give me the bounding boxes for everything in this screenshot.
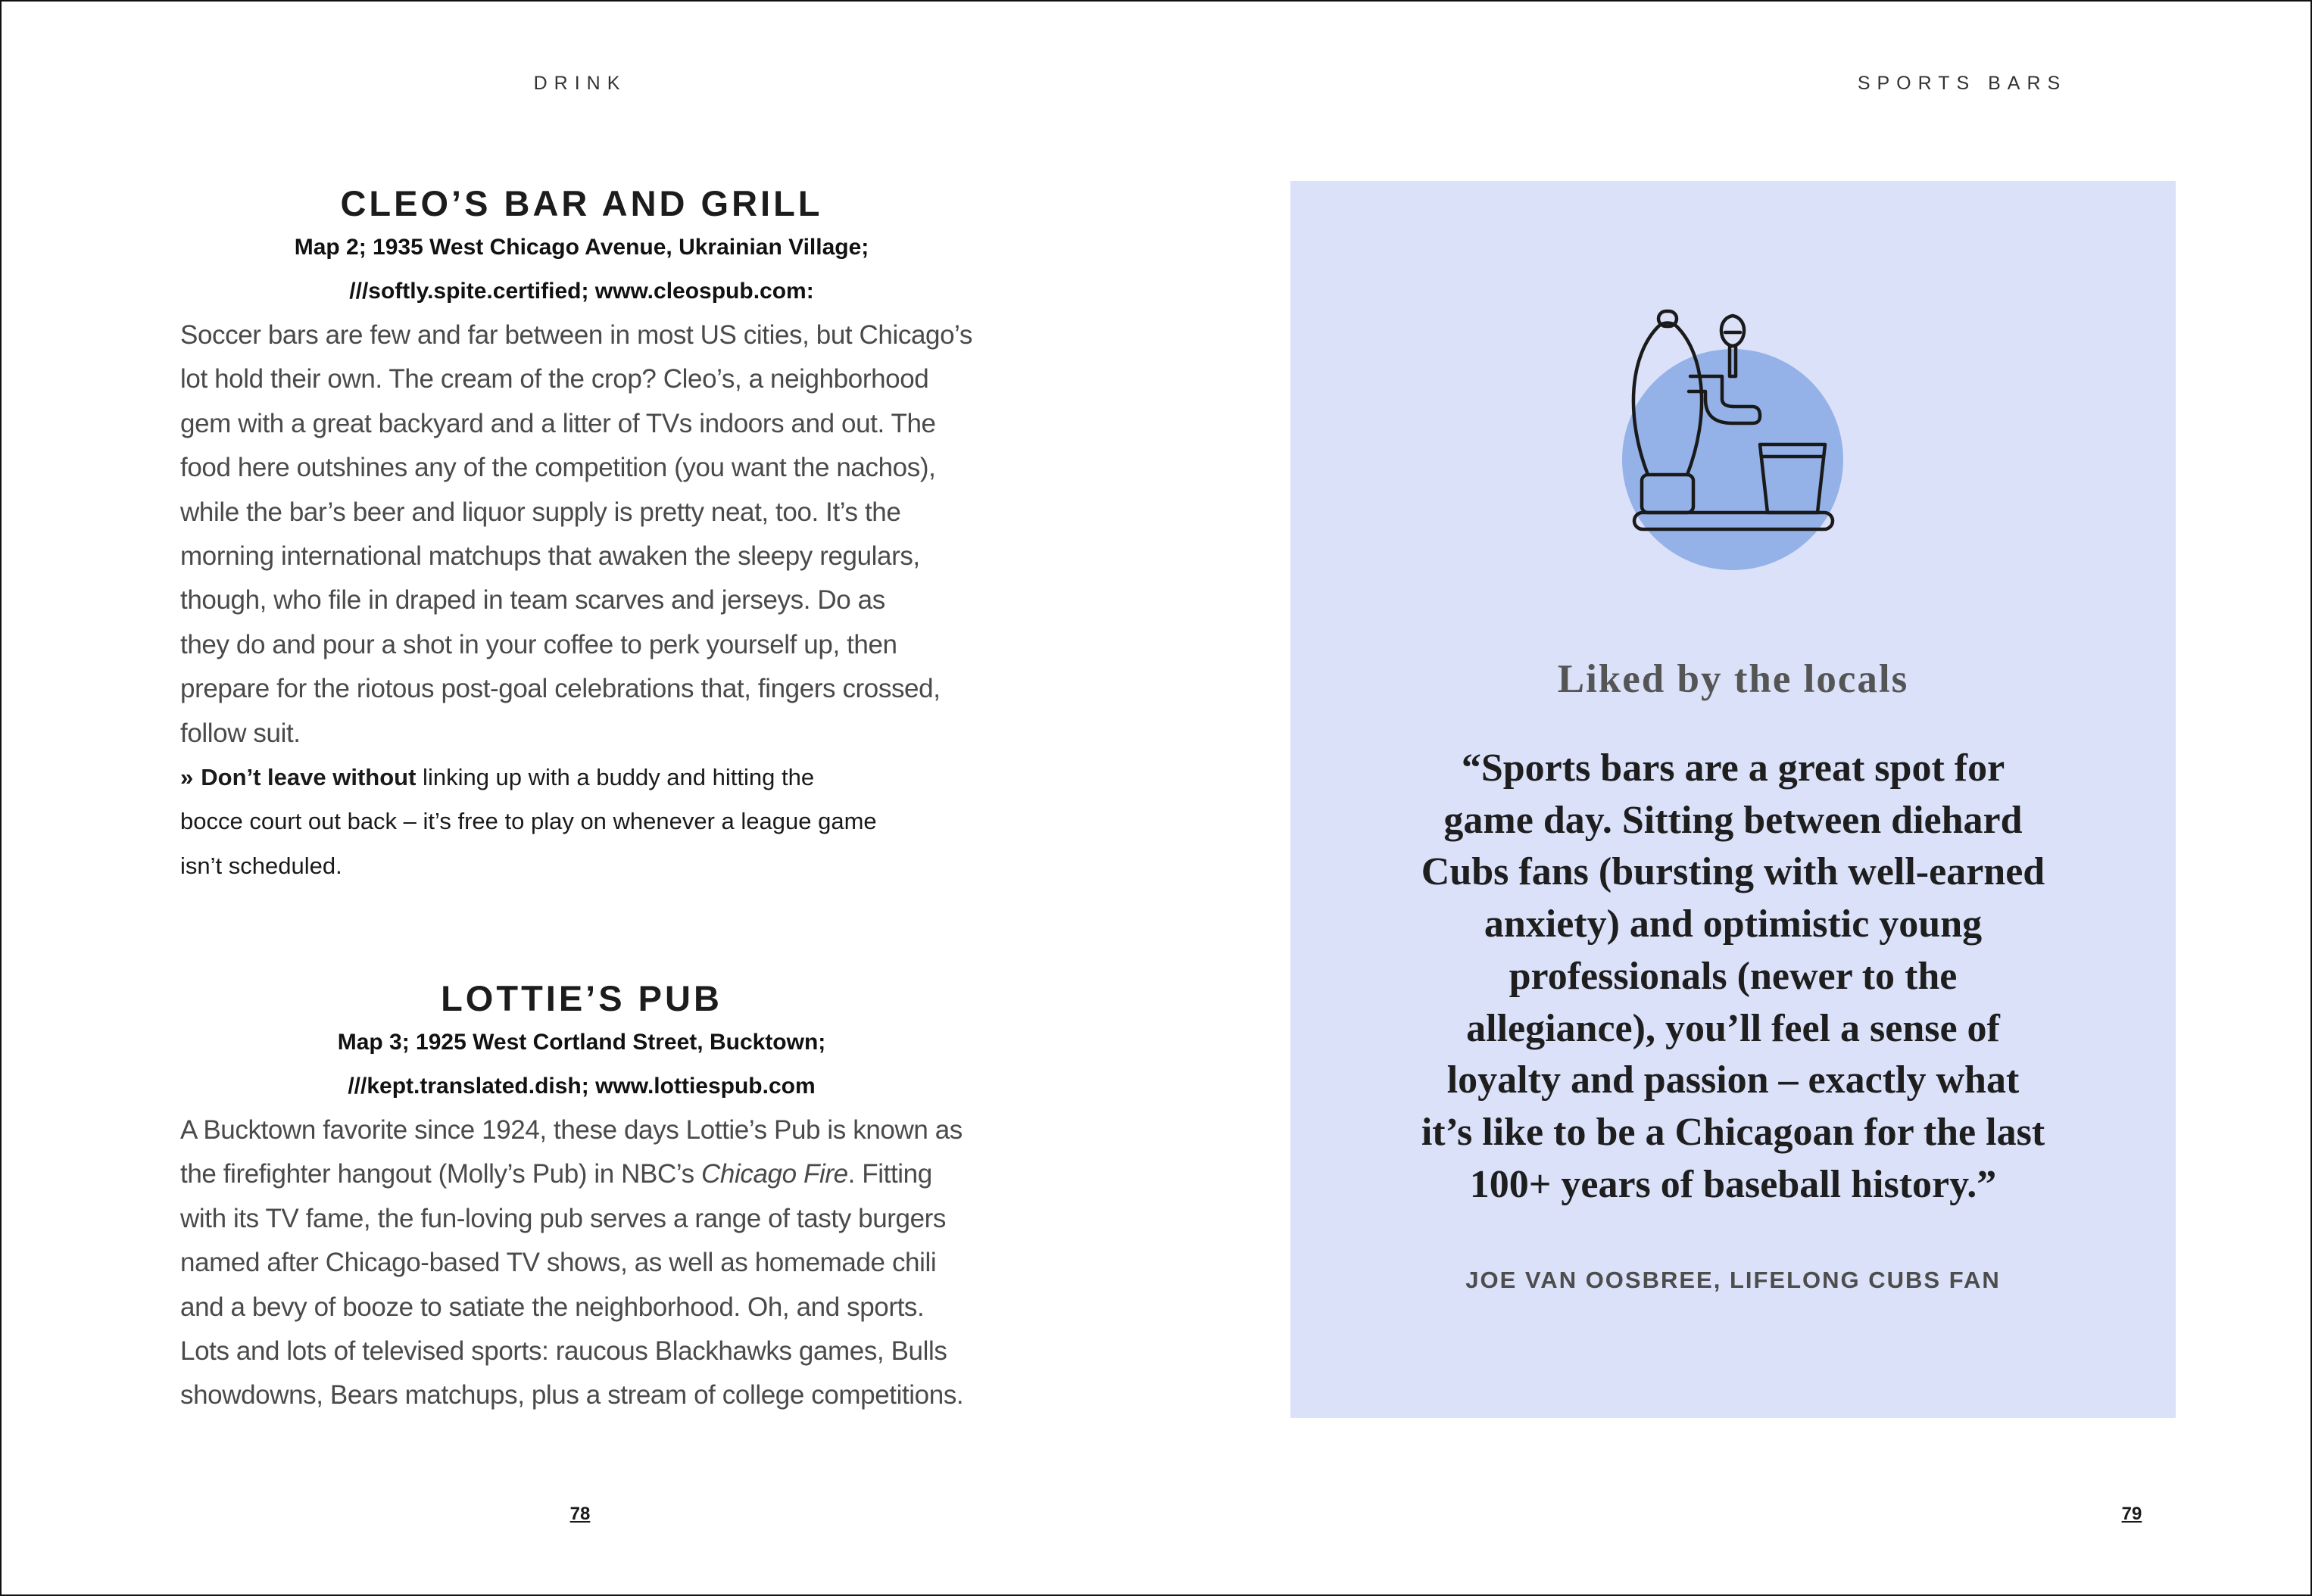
local-quote-panel (1290, 181, 2176, 1418)
dont-leave-without-tip (180, 756, 983, 888)
show-title: Chicago Fire (701, 1159, 848, 1189)
body-line: with its TV fame, the fun-loving pub serves a range of tasty burgers (180, 1203, 947, 1233)
quote-line: it’s like to be a Chicagoan for the last (1421, 1110, 2045, 1154)
page-number-right: 79 (2121, 1504, 2142, 1524)
quote-line: professionals (newer to the (1509, 954, 1958, 998)
double-chevron-icon: » (180, 764, 194, 791)
body-line: lot hold their own. The cream of the crop? Cleo’s, a neighborhood (180, 364, 929, 394)
body-line: morning international matchups that awaken the sleepy regulars, (180, 541, 920, 572)
body-line: A Bucktown favorite since 1924, these days Lottie’s Pub is known as (180, 1115, 963, 1145)
quote-line: 100+ years of baseball history.” (1469, 1162, 1997, 1206)
body-line: prepare for the riotous post-goal celebrations that, fingers crossed, (180, 674, 941, 704)
body-line: while the bar’s beer and liquor supply is pretty neat, too. It’s the (180, 497, 901, 527)
entry-title: CLEO’S BAR AND GRILL (340, 183, 823, 223)
quote-line: Cubs fans (bursting with well-earned (1421, 850, 2045, 894)
body-line (180, 1152, 983, 1196)
accent-circle (1622, 349, 1843, 570)
local-quote (1366, 743, 2100, 1211)
quote-line: allegiance), you’ll feel a sense of (1466, 1006, 2000, 1050)
body-line: though, who file in draped in team scarves and jerseys. Do as (180, 585, 885, 616)
body-line: named after Chicago-based TV shows, as well as homemade chili (180, 1248, 937, 1278)
tip-line (180, 756, 983, 800)
body-line: follow suit. (180, 718, 301, 748)
quote-line: anxiety) and optimistic young (1484, 902, 1983, 946)
entry-web-line: ///softly.spite.certified; www.cleospub.com: (349, 279, 814, 304)
entry-web-line: ///kept.translated.dish; www.lottiespub.com (348, 1074, 816, 1099)
entry-title: LOTTIE’S PUB (441, 978, 722, 1018)
body-text: . Fitting (847, 1159, 932, 1189)
entry-lotties-pub (180, 977, 983, 1418)
body-text: the firefighter hangout (Molly’s Pub) in NBC’s (180, 1159, 702, 1189)
body-line: Lots and lots of televised sports: raucous Blackhawks games, Bulls (180, 1336, 947, 1367)
body-line: food here outshines any of the competition (you want the nachos), (180, 453, 936, 483)
body-line: gem with a great backyard and a litter of TVs indoors and out. The (180, 408, 936, 438)
beer-tap-icon (1619, 287, 1846, 590)
body-line: and a bevy of booze to satiate the neighborhood. Oh, and sports. (180, 1292, 925, 1322)
entry-address-line: Map 3; 1925 West Cortland Street, Bucktown; (337, 1030, 826, 1055)
running-head-left: DRINK (533, 73, 627, 94)
tip-lead: Don’t leave without (201, 764, 417, 791)
entry-cleos-bar-and-grill (180, 182, 983, 888)
quote-line: loyalty and passion – exactly what (1446, 1058, 2020, 1102)
running-head-right: SPORTS BARS (1857, 73, 2067, 94)
tip-text: linking up with a buddy and hitting the (416, 764, 815, 791)
quote-attribution: JOE VAN OOSBREE, LIFELONG CUBS FAN (1465, 1267, 2001, 1293)
body-line: Soccer bars are few and far between in most US cities, but Chicago’s (180, 320, 973, 350)
quote-heading: Liked by the locals (1557, 657, 1909, 701)
entry-body (180, 313, 983, 756)
body-line: showdowns, Bears matchups, plus a stream of college competitions. (180, 1380, 964, 1411)
quote-line: game day. Sitting between diehard (1443, 798, 2023, 842)
tip-line: isn’t scheduled. (180, 852, 342, 879)
body-line: they do and pour a shot in your coffee to perk yourself up, then (180, 629, 897, 659)
page-number-left: 78 (569, 1504, 591, 1524)
quote-line: “Sports bars are a great spot for (1461, 747, 2005, 790)
tip-line: bocce court out back – it’s free to play on whenever a league game (180, 808, 877, 835)
entry-body (180, 1108, 983, 1418)
entry-address-line: Map 2; 1935 West Chicago Avenue, Ukrainian Village; (294, 235, 869, 260)
